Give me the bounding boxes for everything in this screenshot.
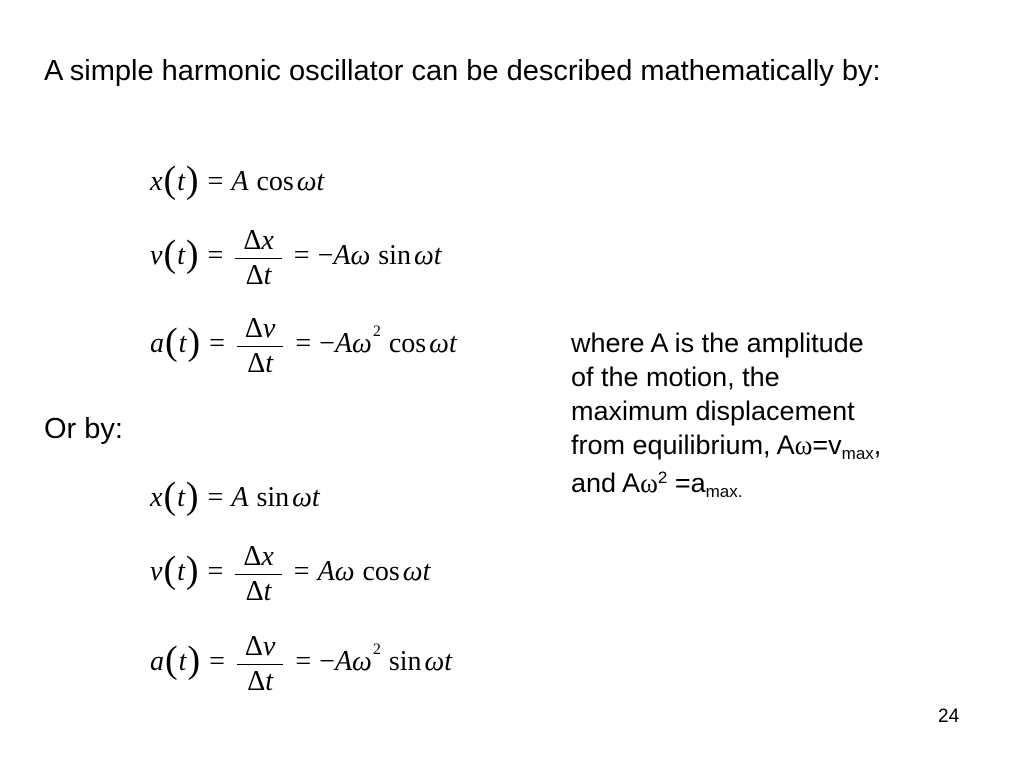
fraction-delta-v-over-delta-t: $\frac{\Delta v}{\Delta t}$	[237, 632, 283, 697]
fraction-delta-x-over-delta-t: $\frac{\Delta x}{\Delta t}$	[235, 542, 281, 607]
intro-text: A simple harmonic oscillator can be described mathematically by:	[44, 55, 881, 87]
equation-velocity-sin: v ( t ) = $\frac{\Delta x}{\Delta t}$ = − A ω sin ω t	[150, 224, 442, 291]
equation-position-cos: x ( t ) = A cos ω t	[150, 159, 325, 201]
equation-position-sin: x ( t ) = A sin ω t	[150, 475, 320, 517]
equation-acceleration-sin: a ( t ) = $\frac{\Delta v}{\Delta t}$ = − A ω 2 sin ω t	[150, 630, 453, 697]
note-line: of the motion, the	[571, 362, 780, 392]
note-line: from equilibrium, Aω=vmax,	[571, 430, 882, 463]
note-line: where A is the amplitude	[571, 328, 864, 358]
amplitude-note	[571, 326, 981, 504]
fraction-delta-x-over-delta-t: $\frac{\Delta x}{\Delta t}$	[235, 226, 281, 291]
fraction-delta-v-over-delta-t: $\frac{\Delta v}{\Delta t}$	[237, 314, 283, 379]
or-by-text: Or by:	[44, 413, 123, 445]
note-line: maximum displacement	[571, 396, 855, 426]
page-number: 24	[938, 706, 960, 727]
equation-velocity-cos: v ( t ) = $\frac{\Delta x}{\Delta t}$ = A ω cos ω t	[150, 540, 431, 607]
equation-acceleration-cos: a ( t ) = $\frac{\Delta v}{\Delta t}$ = − A ω 2 cos ω t	[150, 312, 457, 379]
note-line: and $A\omega^2 =amax$.	[571, 468, 743, 501]
